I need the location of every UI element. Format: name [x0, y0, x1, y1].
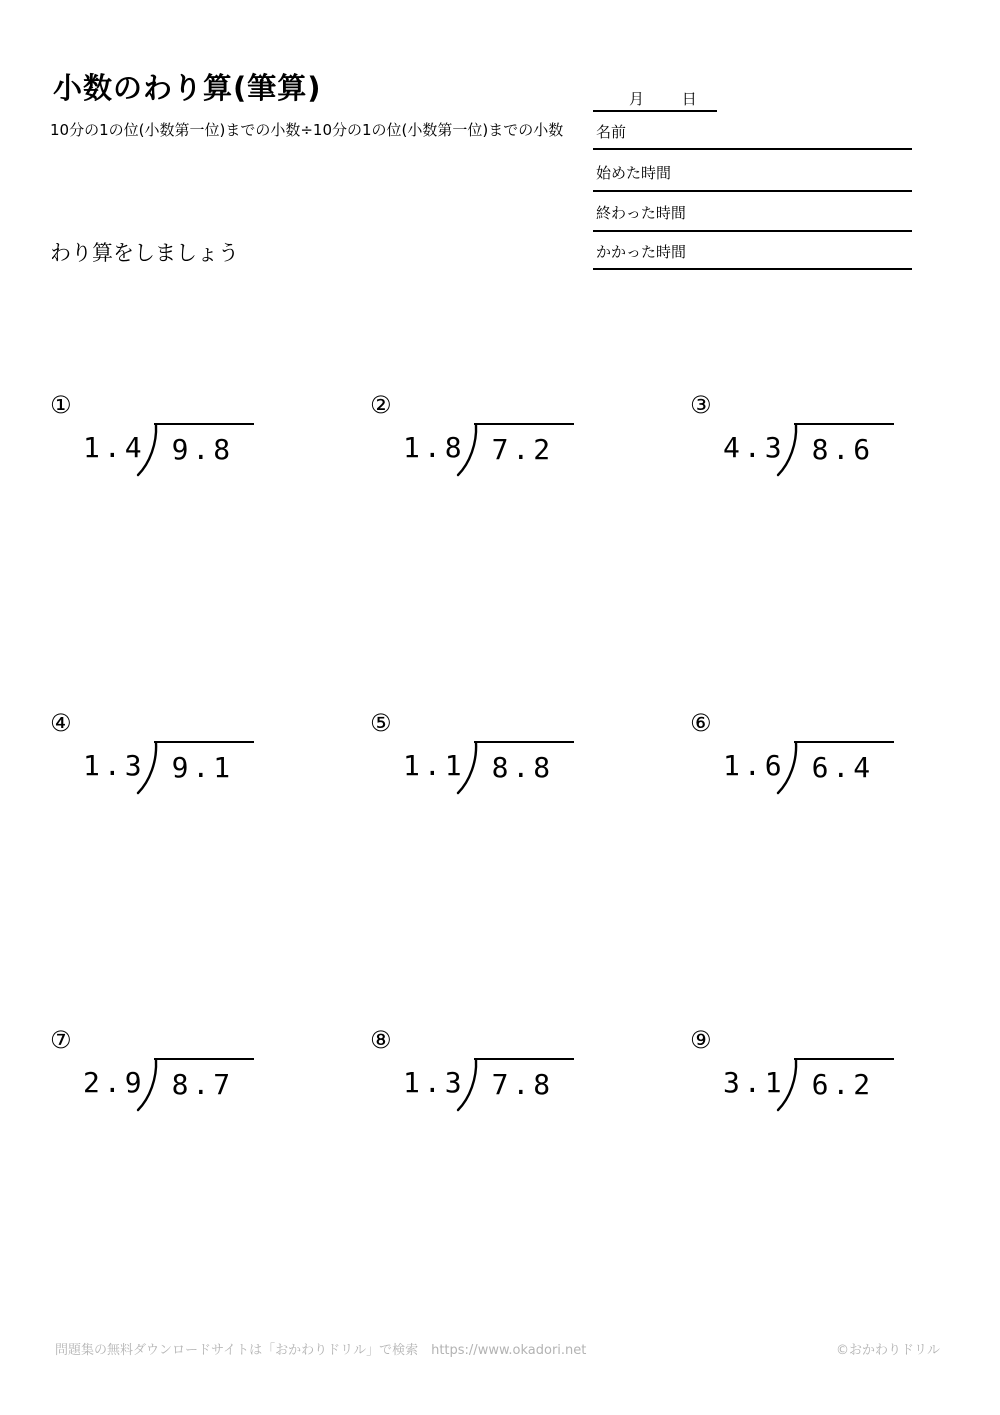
end-time-field	[593, 192, 912, 232]
division-bracket	[474, 1058, 575, 1101]
dividend: 8.6	[811, 433, 875, 466]
problem-8	[370, 1028, 574, 1101]
problem-number: ④	[50, 709, 72, 737]
dividend: 7.8	[491, 1068, 555, 1101]
end-time-label: 終わった時間	[596, 204, 686, 222]
divisor: 1.3	[83, 749, 146, 782]
month-label: 月	[629, 90, 645, 108]
divisor: 4.3	[723, 431, 786, 464]
division-curve-icon	[456, 423, 478, 477]
problem-number: ⑧	[370, 1026, 392, 1054]
problem-6	[690, 711, 894, 784]
date-field	[593, 84, 717, 112]
problem-number: ①	[50, 391, 72, 419]
division-bracket	[474, 423, 575, 466]
division-curve-icon	[776, 423, 798, 477]
day-label: 日	[681, 90, 697, 108]
name-time-table	[593, 84, 912, 270]
problem-number: ③	[690, 391, 712, 419]
division-curve-icon	[136, 1058, 158, 1112]
long-division	[403, 1058, 574, 1101]
divisor: 1.1	[403, 749, 466, 782]
division-curve-icon	[776, 1058, 798, 1112]
division-bracket	[474, 741, 575, 784]
problem-9	[690, 1028, 894, 1101]
long-division	[403, 423, 574, 466]
start-time-field	[593, 150, 912, 192]
dividend: 9.8	[171, 433, 235, 466]
divisor: 1.4	[83, 431, 146, 464]
dividend: 6.4	[811, 751, 875, 784]
problem-2	[370, 393, 574, 466]
division-curve-icon	[456, 1058, 478, 1112]
division-curve-icon	[776, 741, 798, 795]
long-division	[723, 741, 894, 784]
problem-number: ②	[370, 391, 392, 419]
dividend: 8.7	[171, 1068, 235, 1101]
long-division	[83, 741, 254, 784]
elapsed-time-label: かかった時間	[596, 243, 687, 261]
page-subtitle: 10分の1の位(小数第一位)までの小数÷10分の1の位(小数第一位)までの小数	[50, 121, 564, 139]
long-division	[403, 741, 574, 784]
divisor: 2.9	[83, 1066, 146, 1099]
divisor: 1.3	[403, 1066, 466, 1099]
elapsed-time-field	[593, 232, 912, 270]
problem-7	[50, 1028, 254, 1101]
dividend: 6.2	[811, 1068, 875, 1101]
division-curve-icon	[136, 423, 158, 477]
division-curve-icon	[456, 741, 478, 795]
name-label: 名前	[596, 123, 627, 141]
instruction-text: わり算をしましょう	[50, 241, 239, 265]
problem-number: ⑦	[50, 1026, 72, 1054]
division-curve-icon	[136, 741, 158, 795]
dividend: 7.2	[491, 433, 555, 466]
start-time-label: 始めた時間	[596, 164, 672, 182]
divisor: 1.6	[723, 749, 786, 782]
division-bracket	[794, 1058, 895, 1101]
long-division	[83, 423, 254, 466]
division-bracket	[794, 423, 895, 466]
name-field	[593, 112, 912, 150]
problem-number: ⑤	[370, 709, 392, 737]
problem-1	[50, 393, 254, 466]
problem-5	[370, 711, 574, 784]
problem-number: ⑨	[690, 1026, 712, 1054]
problem-4	[50, 711, 254, 784]
dividend: 8.8	[491, 751, 555, 784]
problem-3	[690, 393, 894, 466]
long-division	[723, 423, 894, 466]
division-bracket	[154, 1058, 255, 1101]
long-division	[723, 1058, 894, 1101]
long-division	[83, 1058, 254, 1101]
division-bracket	[794, 741, 895, 784]
footer-copyright: ©おかわりドリル	[835, 1343, 940, 1358]
page-title: 小数のわり算(筆算)	[53, 71, 322, 105]
division-bracket	[154, 423, 255, 466]
dividend: 9.1	[171, 751, 235, 784]
divisor: 3.1	[723, 1066, 786, 1099]
divisor: 1.8	[403, 431, 466, 464]
problem-number: ⑥	[690, 709, 712, 737]
division-bracket	[154, 741, 255, 784]
footer-site-info: 問題集の無料ダウンロードサイトは「おかわりドリル」で検索 https://www.okadori.net	[55, 1343, 587, 1358]
